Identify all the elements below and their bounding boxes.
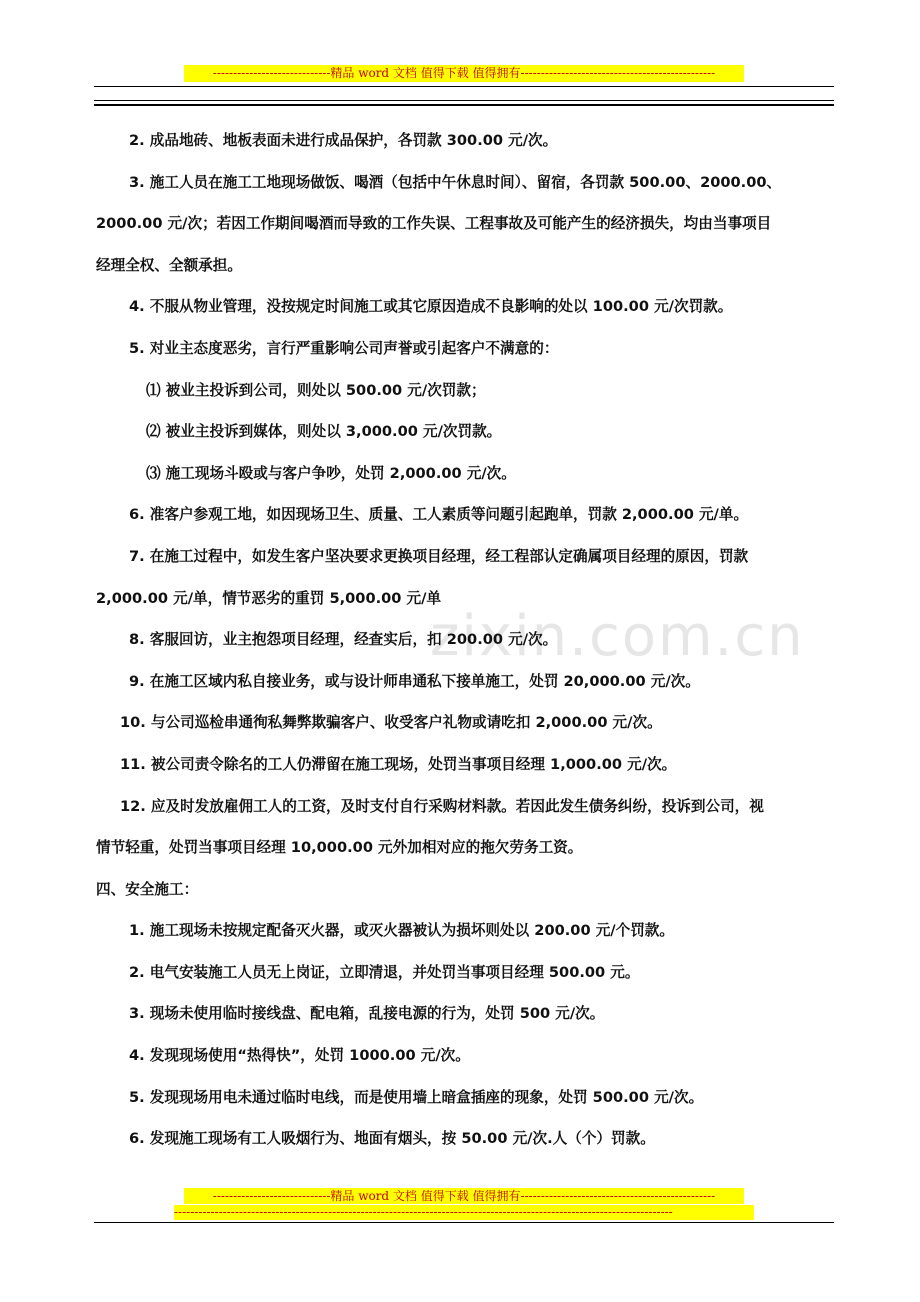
- safety-item-4: 4. 发现现场使用“热得快”，处罚 1000.00 元/次。: [129, 1047, 470, 1065]
- rule-item-8: 8. 客服回访，业主抱怨项目经理，经查实后，扣 200.00 元/次。: [129, 631, 558, 649]
- safety-item-1: 1. 施工现场未按规定配备灭火器，或灭火器被认为损坏则处以 200.00 元/个罚款。: [129, 922, 674, 940]
- rule-item-12: 12. 应及时发放雇佣工人的工资，及时支付自行采购材料款。若因此发生债务纠纷，投诉到公司，视: [120, 797, 764, 815]
- rule-item-10: 10. 与公司巡检串通徇私舞弊欺骗客户、收受客户礼物或请吃扣 2,000.00 元/次。: [120, 714, 662, 732]
- rule-item-7-cont: 2,000.00 元/单，情节恶劣的重罚 5,000.00 元/单: [96, 589, 442, 607]
- rule-item-2: 2. 成品地砖、地板表面未进行成品保护，各罚款 300.00 元/次。: [129, 132, 558, 149]
- watermark: zixin.com.cn: [430, 604, 805, 669]
- rule-item-5-sub-1: ⑴ 被业主投诉到公司，则处以 500.00 元/次罚款；: [146, 381, 486, 399]
- safety-item-6: 6. 发现施工现场有工人吸烟行为、地面有烟头，按 50.00 元/次.人（个）罚款。: [129, 1130, 655, 1148]
- rule-item-3-cont-2: 经理全权、全额承担。: [96, 256, 242, 274]
- footer-dash-line: ---------------------------------------------------------------------------------------------------------------------------: [174, 1205, 754, 1220]
- header-rule-bottom: [94, 104, 834, 106]
- document-body: [96, 120, 836, 1160]
- rule-item-9: 9. 在施工区域内私自接业务，或与设计师串通私下接单施工，处罚 20,000.00 元/次。: [129, 672, 700, 690]
- safety-item-5: 5. 发现现场用电未通过临时电线，而是使用墙上暗盒插座的现象，处罚 500.00 元/次。: [129, 1088, 704, 1106]
- footer-rule: [94, 1222, 834, 1223]
- safety-item-3: 3. 现场未使用临时接线盘、配电箱，乱接电源的行为，处罚 500 元/次。: [129, 1005, 605, 1023]
- rule-item-5: 5. 对业主态度恶劣，言行严重影响公司声誉或引起客户不满意的：: [129, 339, 559, 357]
- safety-item-2: 2. 电气安装施工人员无上岗证，立即清退，并处罚当事项目经理 500.00 元。: [129, 963, 640, 981]
- header-rule-middle: [94, 100, 834, 101]
- rule-item-5-sub-2: ⑵ 被业主投诉到媒体，则处以 3,000.00 元/次罚款。: [146, 423, 502, 441]
- rule-item-3: 3. 施工人员在施工工地现场做饭、喝酒（包括中午休息时间）、留宿，各罚款 500.00、2000.00、: [129, 173, 782, 191]
- rule-item-11: 11. 被公司责令除名的工人仍滞留在施工现场，处罚当事项目经理 1,000.00 元/次。: [120, 755, 677, 773]
- footer-banner: -----------------------------精品 word 文档 值得下载 值得拥有------------------------------------------------: [184, 1188, 744, 1204]
- rule-item-12-cont: 情节轻重，处罚当事项目经理 10,000.00 元外加相对应的拖欠劳务工资。: [96, 839, 583, 857]
- rule-item-4: 4. 不服从物业管理，没按规定时间施工或其它原因造成不良影响的处以 100.00 元/次罚款。: [129, 298, 733, 316]
- rule-item-6: 6. 准客户参观工地，如因现场卫生、质量、工人素质等问题引起跑单，罚款 2,000.00 元/单。: [129, 506, 749, 524]
- rule-item-7: 7. 在施工过程中，如发生客户坚决要求更换项目经理，经工程部认定确属项目经理的原因，罚款: [129, 547, 749, 565]
- header-banner: -----------------------------精品 word 文档 值得下载 值得拥有------------------------------------------------: [184, 65, 744, 82]
- rule-item-5-sub-3: ⑶ 施工现场斗殴或与客户争吵，处罚 2,000.00 元/次。: [146, 464, 516, 482]
- section-heading-safety: 四、安全施工：: [96, 880, 199, 898]
- rule-item-3-cont-1: 2000.00 元/次；若因工作期间喝酒而导致的工作失误、工程事故及可能产生的经济损失，均由当事项目: [96, 215, 772, 233]
- header-rule-top: [94, 86, 834, 87]
